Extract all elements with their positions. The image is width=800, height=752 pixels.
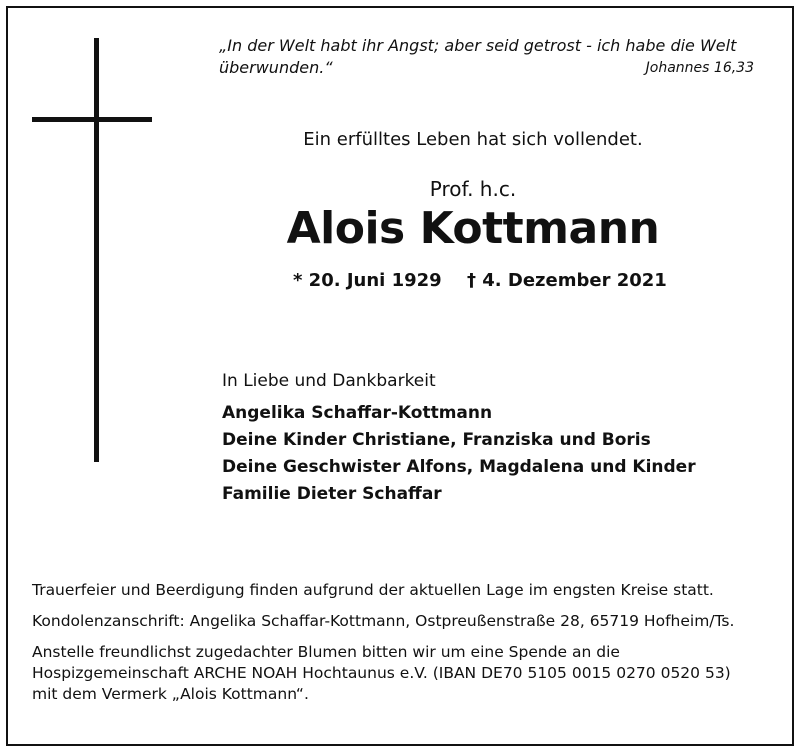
mourner-name: Angelika Schaffar-Kottmann	[222, 403, 493, 423]
condolence-address: Kondolenzanschrift: Angelika Schaffar-Kottmann, Ostpreußenstraße 28, 65719 Hofheim/Ts.	[32, 612, 735, 630]
deceased-name: Alois Kottmann	[286, 203, 660, 254]
donation-notice: Anstelle freundlichst zugedachter Blumen bitten wir um eine Spende an die Hospizgemeinschaft ARCHE NOAH Hochtaunus e.V. (IBAN DE70 5105 0015 0270 0520 53) mit dem Vermerk „Alois Kottmann“.	[32, 643, 731, 703]
death-date: † 4. Dezember 2021	[467, 270, 667, 291]
mourners-block	[222, 368, 782, 508]
title-prefix: Prof. h.c.	[429, 177, 517, 201]
birth-date: * 20. Juni 1929	[293, 270, 442, 291]
mourners-lead: In Liebe und Dankbarkeit	[222, 371, 436, 391]
cross-icon-horizontal	[32, 117, 152, 122]
intro-line: Ein erfülltes Leben hat sich vollendet.	[303, 129, 643, 150]
mourner-name: Deine Kinder Christiane, Franziska und Boris	[222, 430, 651, 450]
quote-text: „In der Welt habt ihr Angst; aber seid getrost - ich habe die Welt überwunden.“	[219, 36, 737, 77]
life-dates	[293, 270, 673, 291]
funeral-notice: Trauerfeier und Beerdigung finden aufgrund der aktuellen Lage im engsten Kreise statt.	[32, 581, 714, 599]
quote-reference: Johannes 16,33	[645, 60, 754, 76]
info-block	[32, 580, 792, 715]
mourner-name: Familie Dieter Schaffar	[222, 484, 442, 504]
obituary-frame	[6, 6, 794, 746]
bible-quote	[219, 35, 754, 79]
cross-icon-vertical	[94, 38, 99, 462]
mourner-name: Deine Geschwister Alfons, Magdalena und Kinder	[222, 457, 696, 477]
